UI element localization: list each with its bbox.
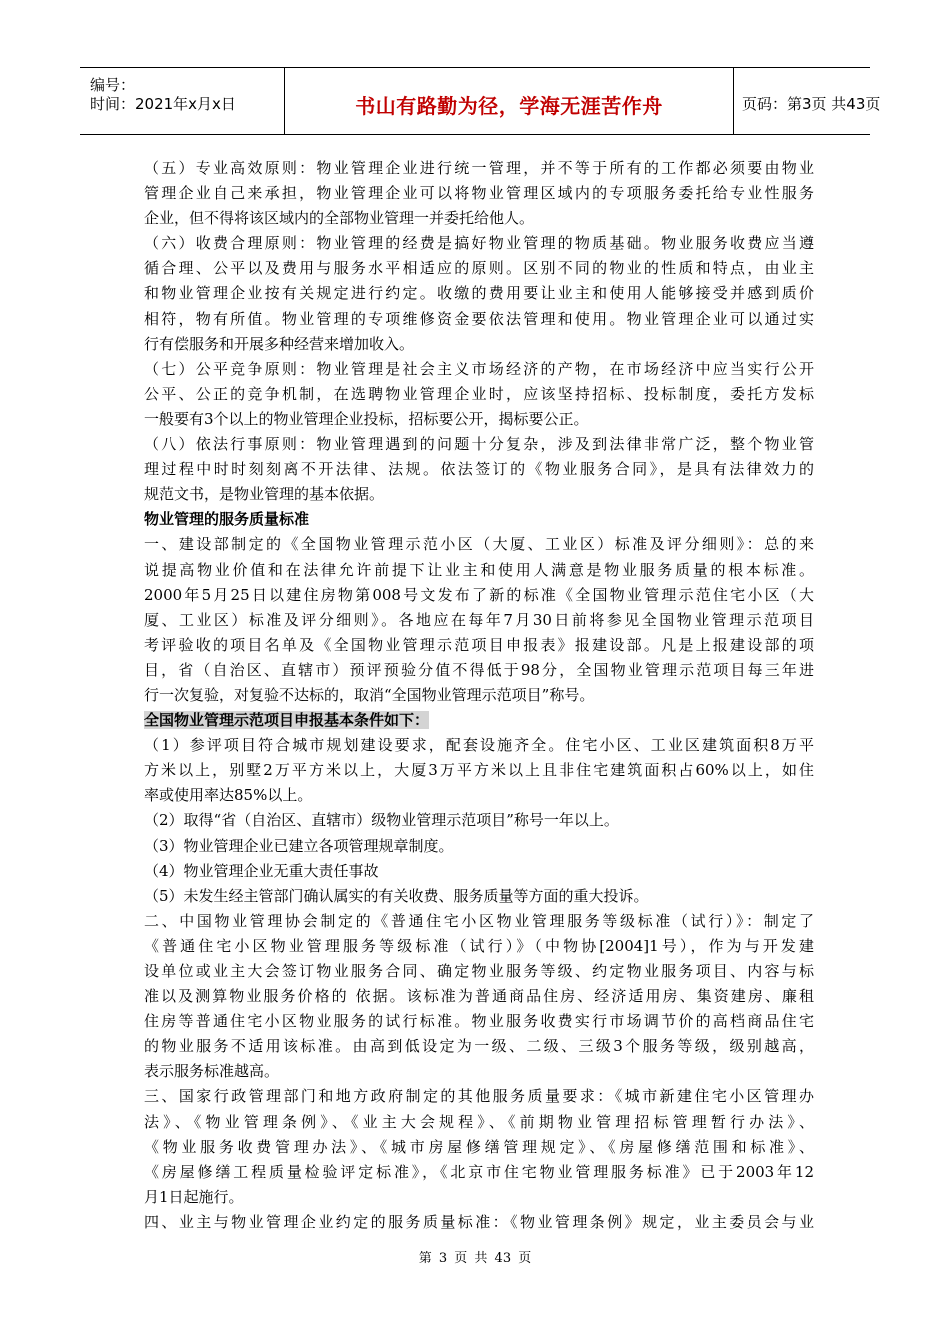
text-line	[144, 1059, 814, 1084]
line-text: 准以及测算物业服务价格的 依据。该标准为普通商品住房、经济适用房、集资建房、廉租	[144, 987, 814, 1006]
text-line	[144, 909, 814, 934]
line-text: 二、中国物业管理协会制定的《普通住宅小区物业管理服务等级标准（试行）》：制定了	[144, 911, 814, 930]
text-line	[144, 1185, 814, 1210]
line-text: 理过程中时时刻刻离不开法律、法规。依法签订的《物业服务合同》，是具有法律效力的	[144, 460, 814, 479]
line-text: 四、业主与物业管理企业约定的服务质量标准：《物业管理条例》规定，业主委员会与业	[144, 1212, 814, 1231]
text-line	[144, 1135, 814, 1160]
page-footer: 第 3 页 共 43 页	[418, 1251, 532, 1266]
line-text: （5）未发生经主管部门确认属实的有关收费、服务质量等方面的重大投诉。	[144, 886, 649, 905]
line-text: 全国物业管理示范项目申报基本条件如下：	[144, 711, 430, 730]
line-text: 《普通住宅小区物业管理服务等级标准（试行）》（中物协[2004]1号），作为与开发建	[144, 936, 814, 955]
text-line	[144, 181, 814, 206]
text-line	[144, 382, 814, 407]
line-text: 一、建设部制定的《全国物业管理示范小区（大厦、工业区）标准及评分细则》：总的来	[144, 535, 814, 554]
text-line	[144, 683, 814, 708]
text-line	[144, 206, 814, 231]
text-line	[144, 156, 814, 181]
text-line	[144, 1009, 814, 1034]
text-line	[144, 733, 814, 758]
line-text: 月1日起施行。	[144, 1187, 244, 1206]
line-text: 法》、《物业管理条例》、《业主大会规程》、《前期物业管理招标管理暂行办法》、	[144, 1112, 814, 1131]
text-line	[144, 532, 814, 557]
line-text: 物业管理的服务质量标准	[144, 510, 310, 529]
line-text: 三、国家行政管理部门和地方政府制定的其他服务质量要求：《城市新建住宅小区管理办	[144, 1087, 814, 1106]
line-text: 和物业管理企业按有关规定进行约定。收缴的费用要让业主和使用人能够接受并感到质价	[144, 284, 814, 303]
text-line	[144, 583, 814, 608]
line-text: 行一次复验，对复验不达标的，取消“全国物业管理示范项目”称号。	[144, 685, 595, 704]
text-line	[144, 1160, 814, 1185]
line-text: （六）收费合理原则：物业管理的经费是搞好物业管理的物质基础。物业服务收费应当遵	[144, 234, 814, 253]
text-line	[144, 281, 814, 306]
line-text: （4）物业管理企业无重大责任事故	[144, 861, 379, 880]
line-text: （八）依法行事原则：物业管理遇到的问题十分复杂，涉及到法律非常广泛，整个物业管	[144, 435, 814, 454]
text-line	[144, 884, 814, 909]
text-line	[144, 934, 814, 959]
text-line	[144, 307, 814, 332]
line-text: 《房屋修缮工程质量检验评定标准》，《北京市住宅物业管理服务标准》已于2003年12	[144, 1162, 814, 1181]
header-meta-cell	[80, 68, 278, 134]
text-line	[144, 783, 814, 808]
line-text: 循合理、公平以及费用与服务水平相适应的原则。区别不同的物业的性质和特点，由业主	[144, 259, 814, 278]
text-line	[144, 758, 814, 783]
line-text: 规范文书，是物业管理的基本依据。	[144, 485, 385, 504]
line-text: 表示服务标准越高。	[144, 1062, 280, 1081]
section-heading	[144, 708, 814, 733]
text-line	[144, 658, 814, 683]
line-text: （七）公平竞争原则：物业管理是社会主义市场经济的产物，在市场经济中应当实行公开	[144, 359, 814, 378]
section-heading	[144, 507, 814, 532]
line-text: 企业，但不得将该区域内的全部物业管理一并委托给他人。	[144, 209, 535, 228]
text-line	[144, 482, 814, 507]
date-label: 时间：2021年x月x日	[90, 95, 236, 113]
text-line	[144, 1210, 814, 1235]
line-text: 《物业服务收费管理办法》、《城市房屋修缮管理规定》、《房屋修缮范围和标准》、	[144, 1137, 814, 1156]
line-text: 管理企业自己来承担，物业管理企业可以将物业管理区域内的专项服务委托给专业性服务	[144, 184, 814, 203]
text-line	[144, 256, 814, 281]
line-text: 住房等普通住宅小区物业服务的试行标准。物业服务收费实行市场调节价的高档商品住宅	[144, 1012, 814, 1031]
line-text: 一般要有3个以上的物业管理企业投标，招标要公开，揭标要公正。	[144, 409, 589, 428]
text-line	[144, 633, 814, 658]
text-line	[144, 1110, 814, 1135]
line-text: 率或使用率达85%以上。	[144, 786, 313, 805]
header-motto: 书山有路勤为径，学海无涯苦作舟	[355, 94, 663, 118]
text-line	[144, 332, 814, 357]
text-line	[144, 357, 814, 382]
line-text: 厦、工业区）标准及评分细则》。各地应在每年7月30日前将参见全国物业管理示范项目	[144, 610, 814, 629]
line-text: 相符，物有所值。物业管理的专项维修资金要依法管理和使用。物业管理企业可以通过实	[144, 309, 814, 328]
line-text: （五）专业高效原则：物业管理企业进行统一管理，并不等于所有的工作都必须要由物业	[144, 159, 814, 177]
text-line	[144, 959, 814, 984]
text-line	[144, 1084, 814, 1109]
document-body	[144, 156, 814, 1235]
line-text: （1）参评项目符合城市规划建设要求，配套设施齐全。住宅小区、工业区建筑面积8万平	[144, 736, 814, 755]
header-page-cell	[734, 68, 881, 134]
line-text: 方米以上，别墅2万平方米以上，大厦3万平方米以上且非住宅建筑面积占60%以上，如住	[144, 761, 814, 780]
header-motto-cell	[284, 68, 734, 134]
line-text: 的物业服务不适用该标准。由高到低设定为一级、二级、三级3个服务等级，级别越高，	[144, 1037, 814, 1056]
page-header	[80, 67, 881, 135]
text-line	[144, 1034, 814, 1059]
line-text: 公平、公正的竞争机制，在选聘物业管理企业时，应该坚持招标、投标制度，委托方发标	[144, 384, 814, 403]
text-line	[144, 984, 814, 1009]
text-line	[144, 608, 814, 633]
text-line	[144, 432, 814, 457]
line-text: 说提高物业价值和在法律允许前提下让业主和使用人满意是物业服务质量的根本标准。	[144, 560, 814, 579]
header-page-label: 页码：第3页 共43页	[742, 95, 881, 113]
text-line	[144, 834, 814, 859]
line-text: 考评验收的项目名单及《全国物业管理示范项目申报表》报建设部。凡是上报建设部的项	[144, 635, 814, 654]
text-line	[144, 231, 814, 256]
line-text: （2）取得“省（自治区、直辖市）级物业管理示范项目”称号一年以上。	[144, 811, 619, 830]
line-text: 目，省（自治区、直辖市）预评预验分值不得低于98分，全国物业管理示范项目每三年进	[144, 660, 814, 679]
text-line	[144, 457, 814, 482]
text-line	[144, 859, 814, 884]
serial-label: 编号：	[90, 76, 136, 94]
text-line	[144, 808, 814, 833]
line-text: （3）物业管理企业已建立各项管理规章制度。	[144, 836, 454, 855]
text-line	[144, 407, 814, 432]
line-text: 2000年5月25日以建住房物第008号文发布了新的标准《全国物业管理示范住宅小区（大	[144, 585, 814, 604]
text-line	[144, 558, 814, 583]
line-text: 设单位或业主大会签订物业服务合同、确定物业服务等级、约定物业服务项目、内容与标	[144, 962, 814, 980]
line-text: 行有偿服务和开展多种经营来增加收入。	[144, 334, 415, 353]
